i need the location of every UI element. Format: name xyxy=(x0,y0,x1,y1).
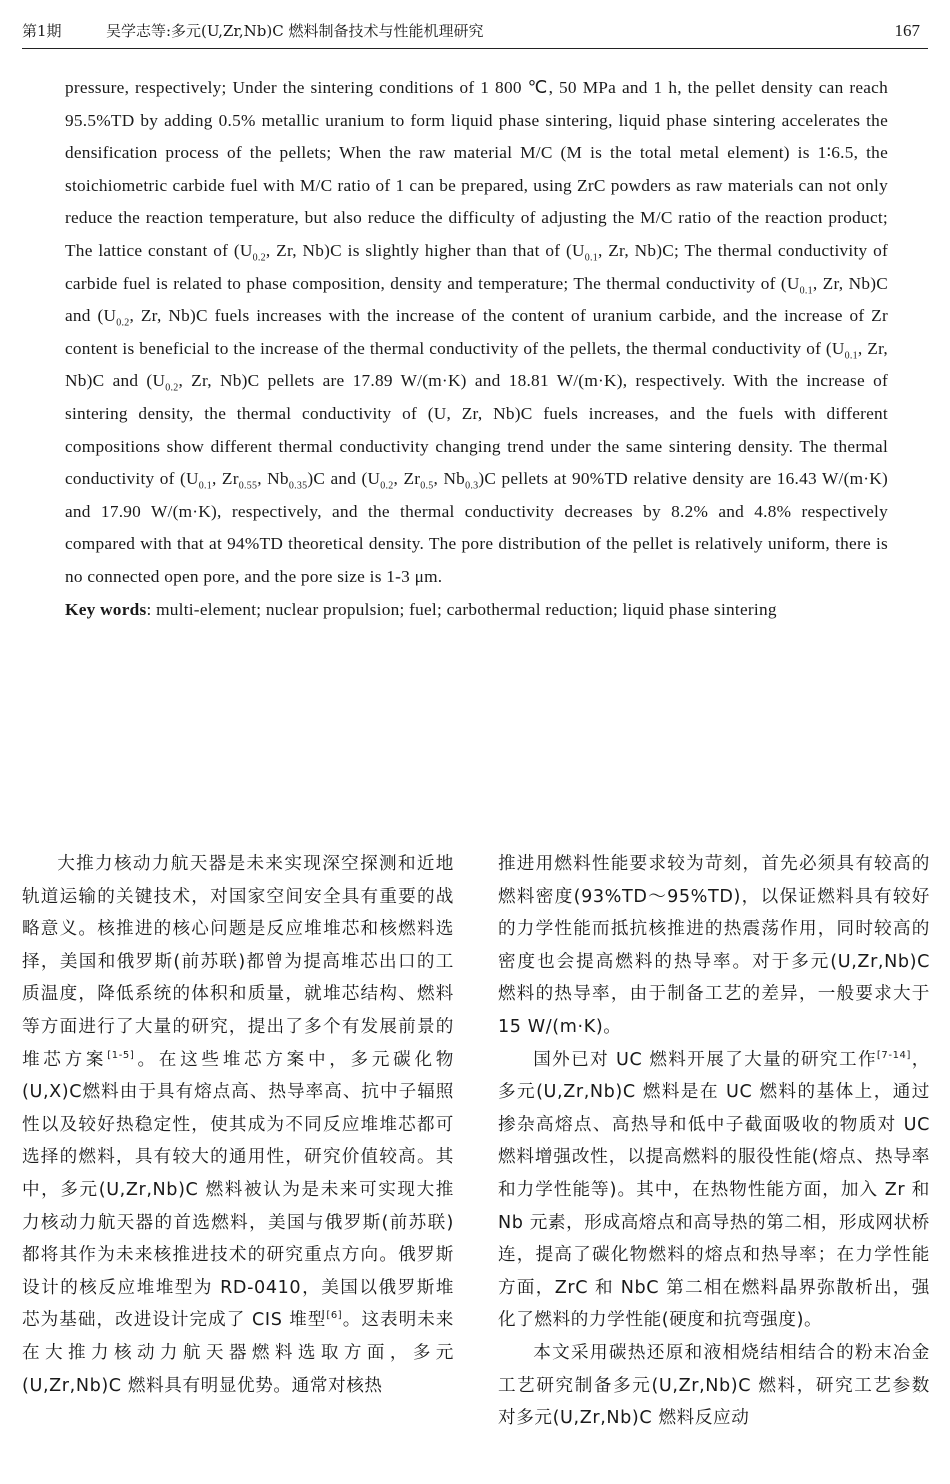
citation: [1-5] xyxy=(107,1049,135,1061)
intro-paragraph-1-cont: 推进用燃料性能要求较为苛刻，首先必须具有较高的燃料密度(93%TD～95%TD)，以保证燃料具有较好的力学性能而抵抗核推进的热震荡作用，同时较高的密度也会提高燃料的热导率。对于多元(U,Zr,Nb)C 燃料的热导率，由于制备工艺的差异，一般要求大于 15 W/(m·K)。 xyxy=(498,854,930,1037)
page-number: 167 xyxy=(894,21,920,40)
intro-paragraph-2: 国外已对 UC 燃料开展了大量的研究工作[7-14]，多元(U,Zr,Nb)C 燃料是在 UC 燃料的基体上，通过掺杂高熔点、高热导和低中子截面吸收的物质对 UC 燃料增强改性，以提高燃料的服役性能(熔点、热导率和力学性能等)。其中，在热物性能方面，加入 Zr 和 Nb 元素，形成高熔点和高导热的第二相，形成网状桥连，提高了碳化物燃料的熔点和热导率；在力学性能方面，ZrC 和 NbC 第二相在燃料晶界弥散析出，强化了燃料的力学性能(硬度和抗弯强度)。 xyxy=(498,1049,930,1331)
running-title: 吴学志等:多元(U,Zr,Nb)C 燃料制备技术与性能机理研究 xyxy=(106,22,484,40)
keywords-label: Key words xyxy=(65,599,147,619)
running-header xyxy=(22,14,928,49)
intro-paragraph-3: 本文采用碳热还原和液相烧结相结合的粉末冶金工艺研究制备多元(U,Zr,Nb)C 燃料，研究工艺参数对多元(U,Zr,Nb)C 燃料反应动 xyxy=(498,1342,930,1429)
body-column-left xyxy=(22,848,454,1402)
citation: [6] xyxy=(326,1310,343,1322)
keywords-text: : multi-element; nuclear propulsion; fuel; carbothermal reduction; liquid phase sintering xyxy=(146,599,777,619)
intro-paragraph-1: 大推力核动力航天器是未来实现深空探测和近地轨道运输的关键技术，对国家空间安全具有重要的战略意义。核推进的核心问题是反应堆堆芯和核燃料选择，美国和俄罗斯(前苏联)都曾为提高堆芯出口的工质温度，降低系统的体积和质量，就堆芯结构、燃料等方面进行了大量的研究，提出了多个有发展前景的堆芯方案[1-5]。在这些堆芯方案中，多元碳化物(U,X)C燃料由于具有熔点高、热导率高、抗中子辐照性以及较好热稳定性，使其成为不同反应堆堆芯都可选择的燃料，具有较大的通用性，研究价值较高。其中，多元(U,Zr,Nb)C 燃料被认为是未来可实现大推力核动力航天器的首选燃料，美国与俄罗斯(前苏联)都将其作为未来核推进技术的研究重点方向。俄罗斯设计的核反应堆堆型为 RD-0410，美国以俄罗斯堆芯为基础，改进设计完成了 CIS 堆型[6]。这表明未来在大推力核动力航天器燃料选取方面，多元(U,Zr,Nb)C 燃料具有明显优势。通常对核热 xyxy=(22,854,454,1396)
keywords xyxy=(65,594,888,627)
citation: [7-14] xyxy=(876,1049,912,1061)
english-abstract xyxy=(65,72,888,626)
issue-number: 第1期 xyxy=(22,22,62,40)
body-column-right xyxy=(498,848,930,1435)
abstract-text: pressure, respectively; Under the sintering conditions of 1 800 ℃, 50 MPa and 1 h, the pellet density can reach 95.5%TD by adding 0.5% metallic uranium to form liquid phase sintering, liquid phase sintering accelerates the densification process of the pellets; When the raw material M/C (M is the total metal element) is 1∶6.5, the stoichiometric carbide fuel with M/C ratio of 1 can be prepared, using ZrC powders as raw materials can not only reduce the reaction temperature, but also reduce the difficulty of adjusting the M/C ratio of the reaction product; The lattice constant of ($U_{0.2}$, Zr, Nb)C is slightly higher than that of ($U_{0.1}$, Zr, Nb)C; The thermal conductivity of carbide fuel is related to phase composition, density and temperature; The thermal conductivity of ($U_{0.1}$, Zr, Nb)C and ($U_{0.2}$, Zr, Nb)C fuels increases with the increase of the content of uranium carbide, and the increase of Zr content is beneficial to the increase of the thermal conductivity of the pellets, the thermal conductivity of ($U_{0.1}$, Zr, Nb)C and ($U_{0.2}$, Zr, Nb)C pellets are 17.89 W/(m·K) and 18.81 W/(m·K), respectively. With the increase of sintering density, the thermal conductivity of (U, Zr, Nb)C fuels increases, and the fuels with different compositions show different thermal conductivity changing trend under the same sintering density. The thermal conductivity of ($U_{0.1}$, $Zr_{0.55}$, $Nb_{0.35})C$ and ($U_{0.2}$, $Zr_{0.5}$, $Nb_{0.3})C$ pellets at 90%TD relative density are 16.43 W/(m·K) and 17.90 W/(m·K), respectively, and the thermal conductivity decreases by 8.2% and 4.8% respectively compared with that at 94%TD theoretical density. The pore distribution of the pellet is relatively uniform, there is no connected open pore, and the pore size is 1-3 μm. xyxy=(65,78,889,586)
